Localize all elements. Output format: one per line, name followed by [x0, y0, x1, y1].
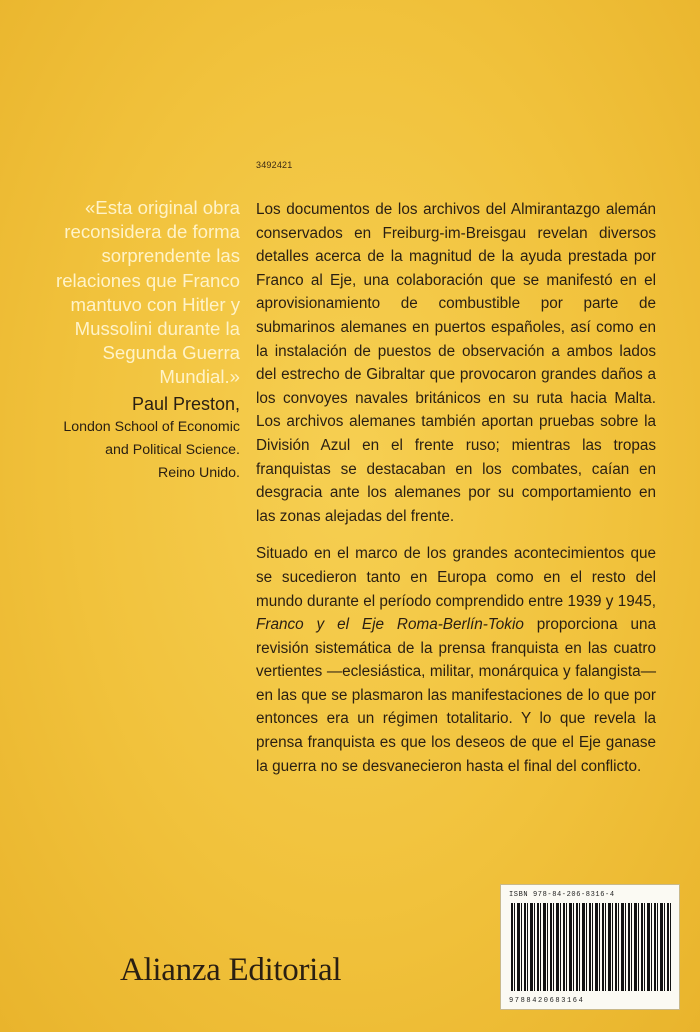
quote-author: Paul Preston, [131, 393, 240, 414]
book-title-italic: Franco y el Eje Roma-Berlín-Tokio [256, 616, 524, 634]
barcode-number: 9788420683164 [509, 997, 585, 1005]
author-affiliation-line-2: and Political Science. [105, 441, 240, 458]
isbn-barcode [500, 884, 680, 1010]
barcode-bars [511, 903, 671, 991]
catalog-code: 3492421 [256, 160, 293, 170]
review-quote: «Esta original obra reconsidera de forma sorprendente las relaciones que Franco mantuvo con Hitler y Mussolini durante la Segunda Guerra Mundial.» [56, 197, 240, 388]
quote-block [18, 196, 240, 485]
synopsis-paragraph-2-start: Situado en el marco de los grandes acontecimientos que se sucedieron tanto en Europa como en el resto del mundo durante el período comprendido entre 1939 y 1945, [256, 545, 656, 610]
synopsis-paragraph-2-end: proporciona una revisión sistemática de la prensa franquista en las cuatro vertientes —eclesiástica, militar, monárquica y falangista— en las que se plasmaron las manifestaciones de lo que por entonces era un régimen totalitario. Y lo que revela la prensa franquista es que los deseos de que el Eje ganase la guerra no se desvanecieron hasta el final del conflicto. [256, 616, 657, 775]
synopsis-paragraph-1: Los documentos de los archivos del Almirantazgo alemán conservados en Freiburg-im-Breisgau revelan diversos detalles acerca de la magnitud de la ayuda prestada por Franco al Eje, una colaboración que se manifestó en el aprovisionamiento de combustible por parte de submarinos alemanes en puertos españoles, así como en la instalación de puestos de observación a ambos lados del estrecho de Gibraltar que provocaron grandes daños a los convoyes navales británicos en su ruta hacia Malta. Los archivos alemanes también aportan pruebas sobre la División Azul en el frente ruso; mientras las tropas franquistas se destacaban en los combates, caían en desgracia ante los alemanes por su comportamiento en las zonas alejadas del frente. [256, 201, 656, 525]
isbn-label: ISBN 978-84-206-8316-4 [509, 891, 615, 899]
synopsis-paragraph-2 [256, 542, 656, 778]
author-affiliation-line-1: London School of Economic [63, 418, 240, 435]
author-affiliation-line-3: Reino Unido. [157, 464, 240, 481]
publisher-logo: Alianza Editorial [120, 952, 342, 988]
synopsis [256, 198, 656, 792]
